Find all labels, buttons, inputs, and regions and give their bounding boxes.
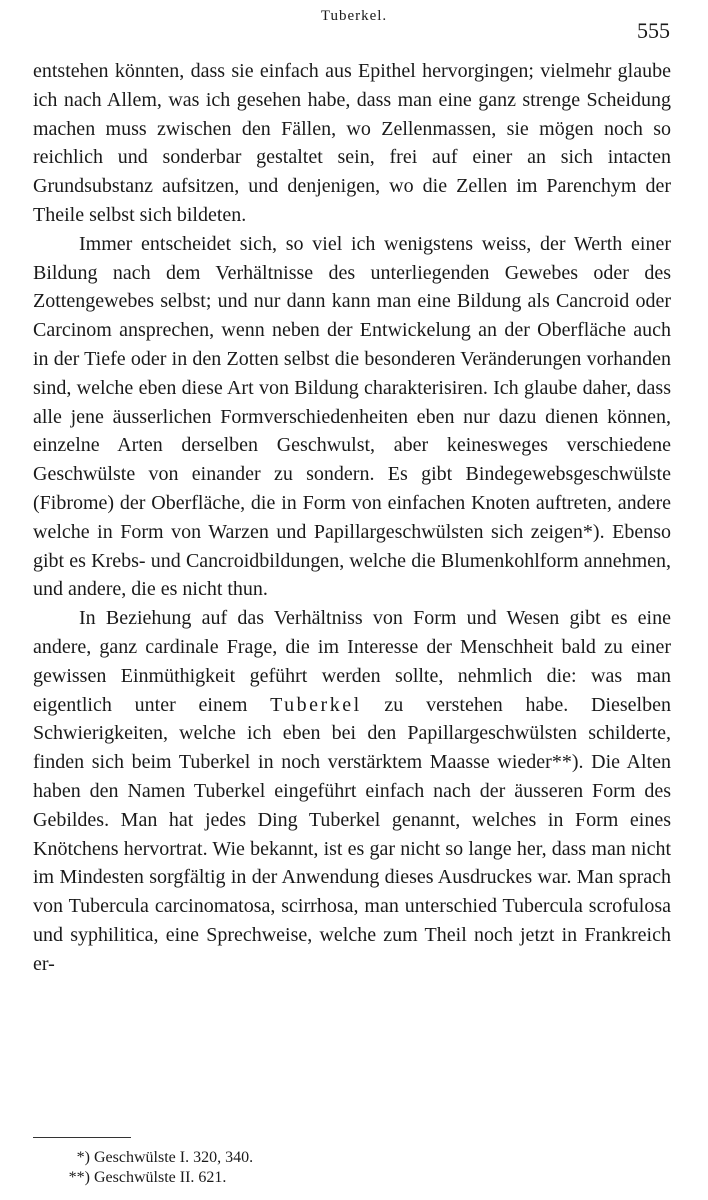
footnote-text: Geschwülste II. 621. [94, 1169, 227, 1186]
paragraph-p1 [33, 57, 671, 230]
spaced-term: Tuberkel [270, 693, 362, 716]
paragraph-p3 [33, 604, 671, 978]
footnote [60, 1168, 253, 1188]
footnote-mark: **) [68, 1169, 90, 1186]
paragraph-text: zu verstehen habe. Dieselben Schwierigkeiten, welche ich eben bei den Papillargeschwülsten schilderte, finden sich beim Tuberkel in noch verstärktem Maasse wieder**). Die Alten haben den Namen Tuberkel eingeführt einfach nach der äusseren Form des Gebildes. Man hat jedes Ding Tuberkel genannt, welches in Form eines Knötchens hervortrat. Wie bekannt, ist es gar nicht so lange her, dass man nicht im Mindesten sorgfältig in der Anwendung dieses Ausdruckes war. Man sprach von Tubercula carcinomatosa, scirrhosa, man unterschied Tubercula scrofulosa und syphilitica, eine Sprechweise, welche zum Theil noch jetzt in Frankreich er- [33, 693, 671, 975]
body-text [33, 57, 671, 979]
footnote-mark: *) [76, 1149, 90, 1166]
footnote [60, 1148, 253, 1168]
page-number: 555 [637, 18, 670, 43]
footnote-text: Geschwülste I. 320, 340. [94, 1149, 254, 1166]
running-title: Tuberkel. [320, 8, 388, 24]
paragraph-text: Immer entscheidet sich, so viel ich wenigstens weiss, der Werth einer Bildung nach dem Verhältnisse des unterliegenden Gewebes oder des Zottengewebes selbst; und nur dann kann man eine Bildung als Cancroid oder Carcinom ansprechen, wenn neben der Entwickelung an der Oberfläche auch in der Tiefe oder in den Zotten selbst die besonderen Veränderungen vorhanden sind, welche eben diese Art von Bildung charakterisiren. Ich glaube daher, dass alle jene äusserlichen Formverschiedenheiten eben nur dazu dienen können, einzelne Arten derselben Geschwulst, aber keinesweges verschiedene Geschwülste von einander zu sondern. Es gibt Bindegewebsgeschwülste (Fibrome) der Oberfläche, die in Form von einfachen Knoten auftreten, andere welche in Form von Warzen und Papillargeschwülsten sich zeigen*). Ebenso gibt es Krebs- und Cancroidbildungen, welche die Blumenkohlform annehmen, und andere, die es nicht thun. [33, 232, 671, 601]
paragraph-text: entstehen könnten, dass sie einfach aus Epithel hervorgingen; vielmehr glaube ich nach Allem, was ich gesehen habe, dass man eine ganz strenge Scheidung machen muss zwischen den Fällen, wo Zellenmassen, sie mögen noch so reichlich und sonderbar gestaltet sein, frei auf einer an sich intacten Grundsubstanz aufsitzen, und denjenigen, wo die Zellen im Parenchym der Theile selbst sich bildeten. [33, 60, 671, 226]
paragraph-text: In Beziehung auf das Verhältniss von Form und Wesen gibt es eine andere, ganz cardinale Frage, die im Interesse der Menschheit bald zu einer gewissen Einmüthigkeit geführt werden sollte, nehmlich die: was man eigentlich unter einem [33, 607, 671, 716]
paragraph-p2 [33, 230, 671, 604]
footnotes [60, 1148, 253, 1188]
footnote-rule [33, 1137, 131, 1138]
